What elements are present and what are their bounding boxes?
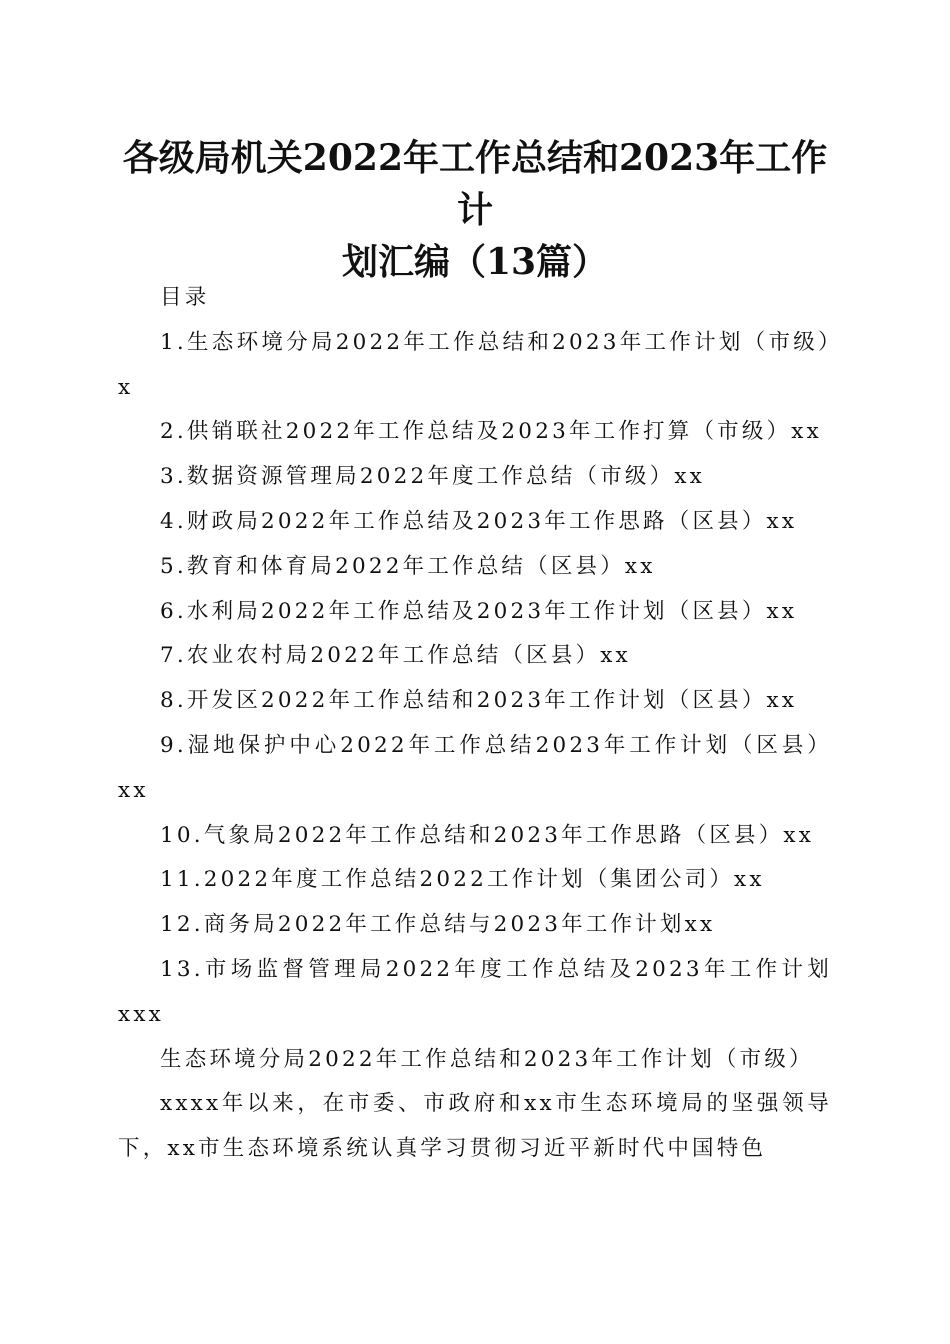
toc-item-2: 2.供销联社2022年工作总结及2023年工作打算（市级）xx <box>160 419 822 445</box>
toc-item-9: 9.湿地保护中心2022年工作总结2023年工作计划（区县）xx <box>118 732 832 803</box>
toc-item-6: 6.水利局2022年工作总结及2023年工作计划（区县）xx <box>160 598 798 624</box>
toc-item-11: 11.2022年度工作总结2022工作计划（集团公司）xx <box>160 867 765 893</box>
toc-item-7: 7.农业农村局2022年工作总结（区县）xx <box>160 643 631 669</box>
section-paragraph: xxxx年以来，在市委、市政府和xx市生态环境局的坚强领导下，xx市生态环境系统认真学习贯彻习近平新时代中国特色 <box>118 1091 832 1162</box>
document-title <box>110 132 840 288</box>
section-heading: 生态环境分局2022年工作总结和2023年工作计划（市级） <box>160 1046 814 1072</box>
toc-item-8: 8.开发区2022年工作总结和2023年工作计划（区县）xx <box>160 688 798 714</box>
toc-item-5: 5.教育和体育局2022年工作总结（区县）xx <box>160 553 656 579</box>
toc-item-4: 4.财政局2022年工作总结及2023年工作思路（区县）xx <box>160 508 798 534</box>
toc-item-3: 3.数据资源管理局2022年度工作总结（市级）xx <box>160 464 705 490</box>
toc-item-10: 10.气象局2022年工作总结和2023年工作思路（区县）xx <box>160 822 815 848</box>
toc-item-13: 13.市场监督管理局2022年度工作总结及2023年工作计划xxx <box>118 956 832 1027</box>
document-body <box>118 276 832 1172</box>
toc-item-1: 1.生态环境分局2022年工作总结和2023年工作计划（市级）x <box>118 329 832 400</box>
toc-item-12: 12.商务局2022年工作总结与2023年工作计划xx <box>160 912 716 938</box>
toc-heading: 目录 <box>160 285 210 310</box>
title-line-1: 各级局机关2022年工作总结和2023年工作计 <box>122 137 828 231</box>
title-line-2: 划汇编（13篇） <box>341 241 609 283</box>
